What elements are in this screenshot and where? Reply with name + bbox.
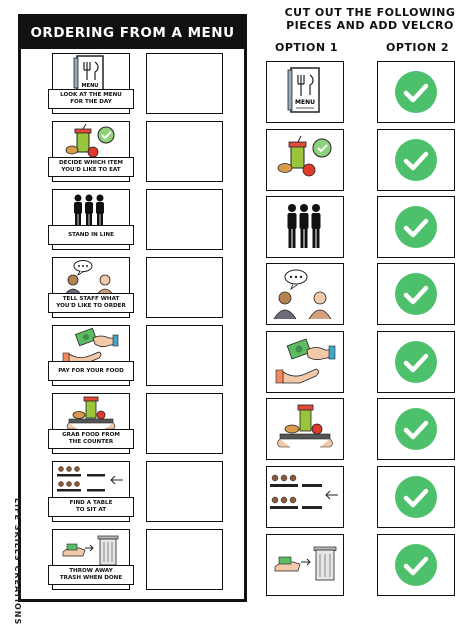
velcro-slot-2[interactable] <box>146 121 223 182</box>
cutout-table[interactable] <box>266 466 344 528</box>
svg-text:MENU: MENU <box>81 83 99 89</box>
step-card-5 <box>52 325 130 386</box>
checkmark-icon <box>394 340 438 384</box>
side-credit: LIFE SKILLS CREATIONS <box>13 498 22 625</box>
food-choice-icon <box>53 122 129 162</box>
strip-title: ORDERING FROM A MENU <box>21 17 244 49</box>
step-label: GRAB FOOD FROM THE COUNTER <box>48 429 134 449</box>
velcro-slot-8[interactable] <box>146 529 223 590</box>
instructions: CUT OUT THE FOLLOWING PIECES AND ADD VELCRO <box>284 6 456 32</box>
checkmark-icon <box>394 272 438 316</box>
cutout-food-choice[interactable] <box>266 129 344 191</box>
step-label: THROW AWAY TRASH WHEN DONE <box>48 565 134 585</box>
checkmark-icon <box>394 543 438 587</box>
cutout-pay[interactable] <box>266 331 344 393</box>
step-card-3 <box>52 189 130 250</box>
checkmark-icon <box>394 407 438 451</box>
menu-icon <box>53 54 129 94</box>
step-label: PAY FOR YOUR FOOD <box>48 361 134 381</box>
step-label: LOOK AT THE MENU FOR THE DAY <box>48 89 134 109</box>
checkmark-icon <box>394 475 438 519</box>
pay-icon <box>53 326 129 366</box>
cutout-trash[interactable] <box>266 534 344 596</box>
step-label: DECIDE WHICH ITEM YOU'D LIKE TO EAT <box>48 157 134 177</box>
cutout-check-4[interactable] <box>377 263 455 325</box>
step-label: TELL STAFF WHAT YOU'D LIKE TO ORDER <box>48 293 134 313</box>
checkmark-icon <box>394 70 438 114</box>
line-icon <box>53 190 129 230</box>
table-icon <box>53 462 129 502</box>
velcro-slot-3[interactable] <box>146 189 223 250</box>
cutout-check-3[interactable] <box>377 196 455 258</box>
option-1-heading: OPTION 1 <box>275 41 339 54</box>
cutout-check-5[interactable] <box>377 331 455 393</box>
cutout-menu[interactable] <box>266 61 344 123</box>
step-card-7 <box>52 461 130 522</box>
step-card-4 <box>52 257 130 318</box>
step-label: STAND IN LINE <box>48 225 134 245</box>
step-card-8 <box>52 529 130 590</box>
cutout-check-8[interactable] <box>377 534 455 596</box>
step-card-6 <box>52 393 130 454</box>
step-card-1 <box>52 53 130 114</box>
checkmark-icon <box>394 205 438 249</box>
velcro-slot-1[interactable] <box>146 53 223 114</box>
velcro-slot-6[interactable] <box>146 393 223 454</box>
cutout-line[interactable] <box>266 196 344 258</box>
velcro-slot-4[interactable] <box>146 257 223 318</box>
cutout-tray[interactable] <box>266 398 344 460</box>
tray-icon <box>53 394 129 434</box>
cutout-talk[interactable] <box>266 263 344 325</box>
velcro-slot-7[interactable] <box>146 461 223 522</box>
step-label: FIND A TABLE TO SIT AT <box>48 497 134 517</box>
trash-icon <box>53 530 129 570</box>
velcro-slot-5[interactable] <box>146 325 223 386</box>
step-card-2 <box>52 121 130 182</box>
cutout-check-7[interactable] <box>377 466 455 528</box>
cutout-check-6[interactable] <box>377 398 455 460</box>
cutout-check-1[interactable] <box>377 61 455 123</box>
talk-icon <box>53 258 129 298</box>
cutout-check-2[interactable] <box>377 129 455 191</box>
checkmark-icon <box>394 138 438 182</box>
svg-text:MENU: MENU <box>295 99 315 106</box>
option-2-heading: OPTION 2 <box>386 41 450 54</box>
